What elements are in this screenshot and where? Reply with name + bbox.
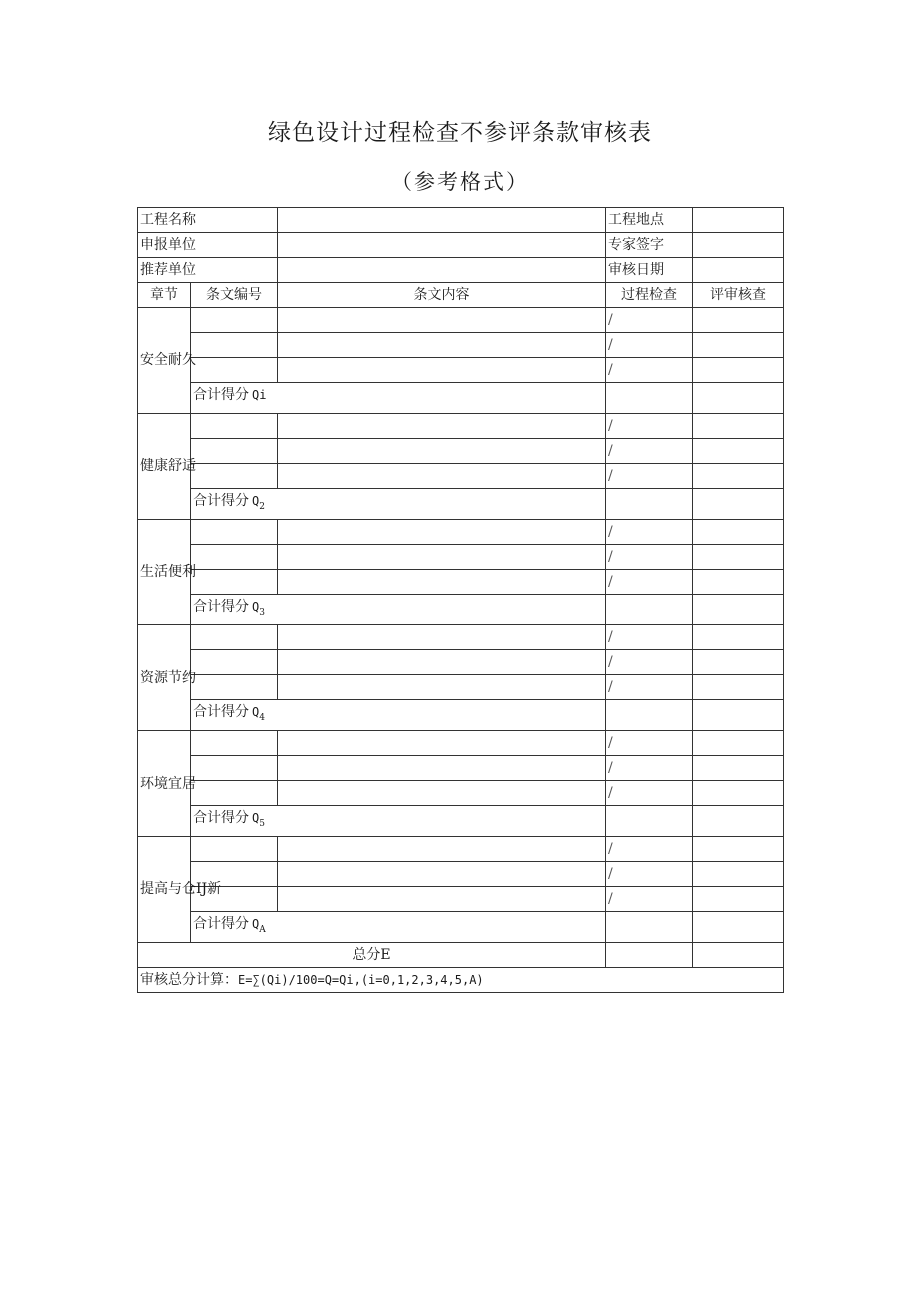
review-check-cell[interactable]	[693, 625, 784, 650]
subtotal-label	[191, 383, 606, 414]
clause-content-cell[interactable]	[278, 519, 606, 544]
clause-content-cell[interactable]	[278, 333, 606, 358]
process-check-cell[interactable]: /	[606, 781, 693, 806]
clause-content-cell[interactable]	[278, 463, 606, 488]
subtotal-review-cell[interactable]	[693, 700, 784, 731]
subtotal-subscript: 3	[259, 607, 265, 618]
clause-row	[138, 308, 784, 333]
process-check-cell[interactable]: /	[606, 438, 693, 463]
clause-row	[138, 438, 784, 463]
review-check-cell[interactable]	[693, 519, 784, 544]
section-name: 生活便利	[138, 519, 191, 625]
clause-content-cell[interactable]	[278, 731, 606, 756]
col-clause-content-header: 条文内容	[278, 283, 606, 308]
section-name: 资源节约	[138, 625, 191, 731]
column-header-row	[138, 283, 784, 308]
header-left-label: 工程名称	[138, 208, 278, 233]
review-check-cell[interactable]	[693, 358, 784, 383]
process-check-cell[interactable]: /	[606, 675, 693, 700]
subtotal-review-cell[interactable]	[693, 594, 784, 625]
section-name: 健康舒适	[138, 413, 191, 519]
review-check-cell[interactable]	[693, 781, 784, 806]
process-check-cell[interactable]: /	[606, 519, 693, 544]
clause-number-cell[interactable]	[191, 519, 278, 544]
subtotal-process-cell[interactable]	[606, 700, 693, 731]
total-review-cell[interactable]	[693, 942, 784, 967]
subtotal-process-cell[interactable]	[606, 488, 693, 519]
col-review-check-header: 评审核查	[693, 283, 784, 308]
subtotal-label	[191, 488, 606, 519]
subtotal-label	[191, 700, 606, 731]
header-left-value[interactable]	[278, 233, 606, 258]
clause-number-cell[interactable]	[191, 675, 278, 700]
subtotal-row	[138, 594, 784, 625]
clause-number-cell[interactable]	[191, 756, 278, 781]
clause-content-cell[interactable]	[278, 358, 606, 383]
subtotal-review-cell[interactable]	[693, 383, 784, 414]
review-check-cell[interactable]	[693, 731, 784, 756]
subtotal-symbol: Q	[252, 705, 260, 720]
review-check-cell[interactable]	[693, 650, 784, 675]
header-row	[138, 258, 784, 283]
header-right-value[interactable]	[693, 233, 784, 258]
header-row	[138, 208, 784, 233]
formula-row	[138, 967, 784, 992]
clause-number-cell[interactable]	[191, 569, 278, 594]
header-left-label: 推荐单位	[138, 258, 278, 283]
subtotal-symbol: Q	[252, 599, 260, 614]
clause-number-cell[interactable]	[191, 413, 278, 438]
clause-content-cell[interactable]	[278, 861, 606, 886]
process-check-cell[interactable]: /	[606, 756, 693, 781]
clause-row	[138, 861, 784, 886]
header-right-value[interactable]	[693, 258, 784, 283]
process-check-cell[interactable]: /	[606, 413, 693, 438]
clause-row	[138, 675, 784, 700]
clause-number-cell[interactable]	[191, 650, 278, 675]
clause-number-cell[interactable]	[191, 358, 278, 383]
clause-content-cell[interactable]	[278, 756, 606, 781]
clause-content-cell[interactable]	[278, 544, 606, 569]
subtotal-subscript: 4	[259, 713, 265, 724]
formula-cell	[138, 967, 784, 992]
header-right-label: 审核日期	[606, 258, 693, 283]
formula-text: E=∑(Qi)/100=Q=Qi,(i=0,1,2,3,4,5,A)	[238, 972, 484, 987]
clause-row	[138, 781, 784, 806]
clause-row	[138, 519, 784, 544]
subtotal-row	[138, 700, 784, 731]
review-check-cell[interactable]	[693, 886, 784, 911]
clause-row	[138, 756, 784, 781]
section-name: 环境宜居	[138, 731, 191, 837]
total-row	[138, 942, 784, 967]
header-right-label: 工程地点	[606, 208, 693, 233]
subtotal-prefix: 合计得分	[193, 810, 249, 827]
review-check-cell[interactable]	[693, 861, 784, 886]
subtotal-review-cell[interactable]	[693, 488, 784, 519]
subtotal-label	[191, 806, 606, 837]
review-check-cell[interactable]	[693, 569, 784, 594]
clause-row	[138, 625, 784, 650]
clause-row	[138, 731, 784, 756]
header-row	[138, 233, 784, 258]
subtotal-symbol: Q	[252, 493, 260, 508]
subtotal-review-cell[interactable]	[693, 806, 784, 837]
process-check-cell[interactable]: /	[606, 463, 693, 488]
subtotal-subscript: 5	[259, 818, 265, 829]
clause-number-cell[interactable]	[191, 836, 278, 861]
subtotal-subscript: A	[259, 924, 266, 935]
header-left-label: 申报单位	[138, 233, 278, 258]
review-check-cell[interactable]	[693, 544, 784, 569]
subtotal-prefix: 合计得分	[193, 387, 249, 403]
review-check-cell[interactable]	[693, 836, 784, 861]
clause-number-cell[interactable]	[191, 781, 278, 806]
subtotal-prefix: 合计得分	[193, 915, 249, 932]
page-title: 绿色设计过程检查不参评条款审核表	[268, 120, 652, 146]
clause-content-cell[interactable]	[278, 781, 606, 806]
clause-content-cell[interactable]	[278, 413, 606, 438]
subtotal-prefix: 合计得分	[193, 492, 249, 509]
col-clause-no-header: 条文编号	[191, 283, 278, 308]
process-check-cell[interactable]: /	[606, 358, 693, 383]
section-name: 提高与仓IJ新	[138, 836, 191, 942]
subtotal-review-cell[interactable]	[693, 911, 784, 942]
total-process-cell[interactable]	[606, 942, 693, 967]
clause-number-cell[interactable]	[191, 544, 278, 569]
process-check-cell[interactable]: /	[606, 650, 693, 675]
process-check-cell[interactable]: /	[606, 731, 693, 756]
clause-content-cell[interactable]	[278, 836, 606, 861]
col-process-check-header: 过程检查	[606, 283, 693, 308]
clause-number-cell[interactable]	[191, 308, 278, 333]
col-chapter-header: 章节	[138, 283, 191, 308]
process-check-cell[interactable]: /	[606, 886, 693, 911]
process-check-cell[interactable]: /	[606, 308, 693, 333]
review-check-cell[interactable]	[693, 463, 784, 488]
clause-number-cell[interactable]	[191, 333, 278, 358]
clause-row	[138, 413, 784, 438]
review-form-table	[137, 207, 784, 993]
process-check-cell[interactable]: /	[606, 544, 693, 569]
review-check-cell[interactable]	[693, 308, 784, 333]
header-right-label: 专家签字	[606, 233, 693, 258]
process-check-cell[interactable]: /	[606, 333, 693, 358]
subtotal-row	[138, 911, 784, 942]
clause-row	[138, 569, 784, 594]
subtotal-process-cell[interactable]	[606, 806, 693, 837]
header-left-value[interactable]	[278, 258, 606, 283]
subtotal-row	[138, 383, 784, 414]
clause-content-cell[interactable]	[278, 438, 606, 463]
process-check-cell[interactable]: /	[606, 569, 693, 594]
clause-content-cell[interactable]	[278, 625, 606, 650]
subtotal-process-cell[interactable]	[606, 383, 693, 414]
subtotal-symbol: Q	[252, 916, 260, 931]
clause-number-cell[interactable]	[191, 731, 278, 756]
subtotal-row	[138, 806, 784, 837]
review-check-cell[interactable]	[693, 333, 784, 358]
clause-row	[138, 358, 784, 383]
clause-number-cell[interactable]	[191, 463, 278, 488]
clause-content-cell[interactable]	[278, 308, 606, 333]
clause-row	[138, 544, 784, 569]
page-subtitle: （参考格式）	[391, 170, 529, 194]
subtotal-symbol: Q	[252, 811, 260, 826]
header-right-value[interactable]	[693, 208, 784, 233]
clause-row	[138, 836, 784, 861]
process-check-cell[interactable]: /	[606, 625, 693, 650]
clause-row	[138, 333, 784, 358]
clause-number-cell[interactable]	[191, 438, 278, 463]
subtotal-label	[191, 594, 606, 625]
review-check-cell[interactable]	[693, 756, 784, 781]
subtotal-subscript: 2	[259, 501, 265, 512]
clause-content-cell[interactable]	[278, 650, 606, 675]
section-name: 安全耐久	[138, 308, 191, 414]
subtotal-label	[191, 911, 606, 942]
review-check-cell[interactable]	[693, 413, 784, 438]
header-left-value[interactable]	[278, 208, 606, 233]
clause-row	[138, 463, 784, 488]
subtotal-prefix: 合计得分	[193, 598, 249, 615]
clause-content-cell[interactable]	[278, 886, 606, 911]
process-check-cell[interactable]: /	[606, 836, 693, 861]
total-label: 总分E	[138, 942, 606, 967]
review-check-cell[interactable]	[693, 438, 784, 463]
clause-content-cell[interactable]	[278, 569, 606, 594]
subtotal-symbol: Qi	[252, 388, 267, 402]
clause-row	[138, 650, 784, 675]
subtotal-process-cell[interactable]	[606, 911, 693, 942]
formula-label: 审核总分计算：	[140, 971, 238, 988]
process-check-cell[interactable]: /	[606, 861, 693, 886]
review-check-cell[interactable]	[693, 675, 784, 700]
clause-number-cell[interactable]	[191, 625, 278, 650]
subtotal-row	[138, 488, 784, 519]
subtotal-process-cell[interactable]	[606, 594, 693, 625]
clause-content-cell[interactable]	[278, 675, 606, 700]
subtotal-prefix: 合计得分	[193, 704, 249, 721]
clause-row	[138, 886, 784, 911]
